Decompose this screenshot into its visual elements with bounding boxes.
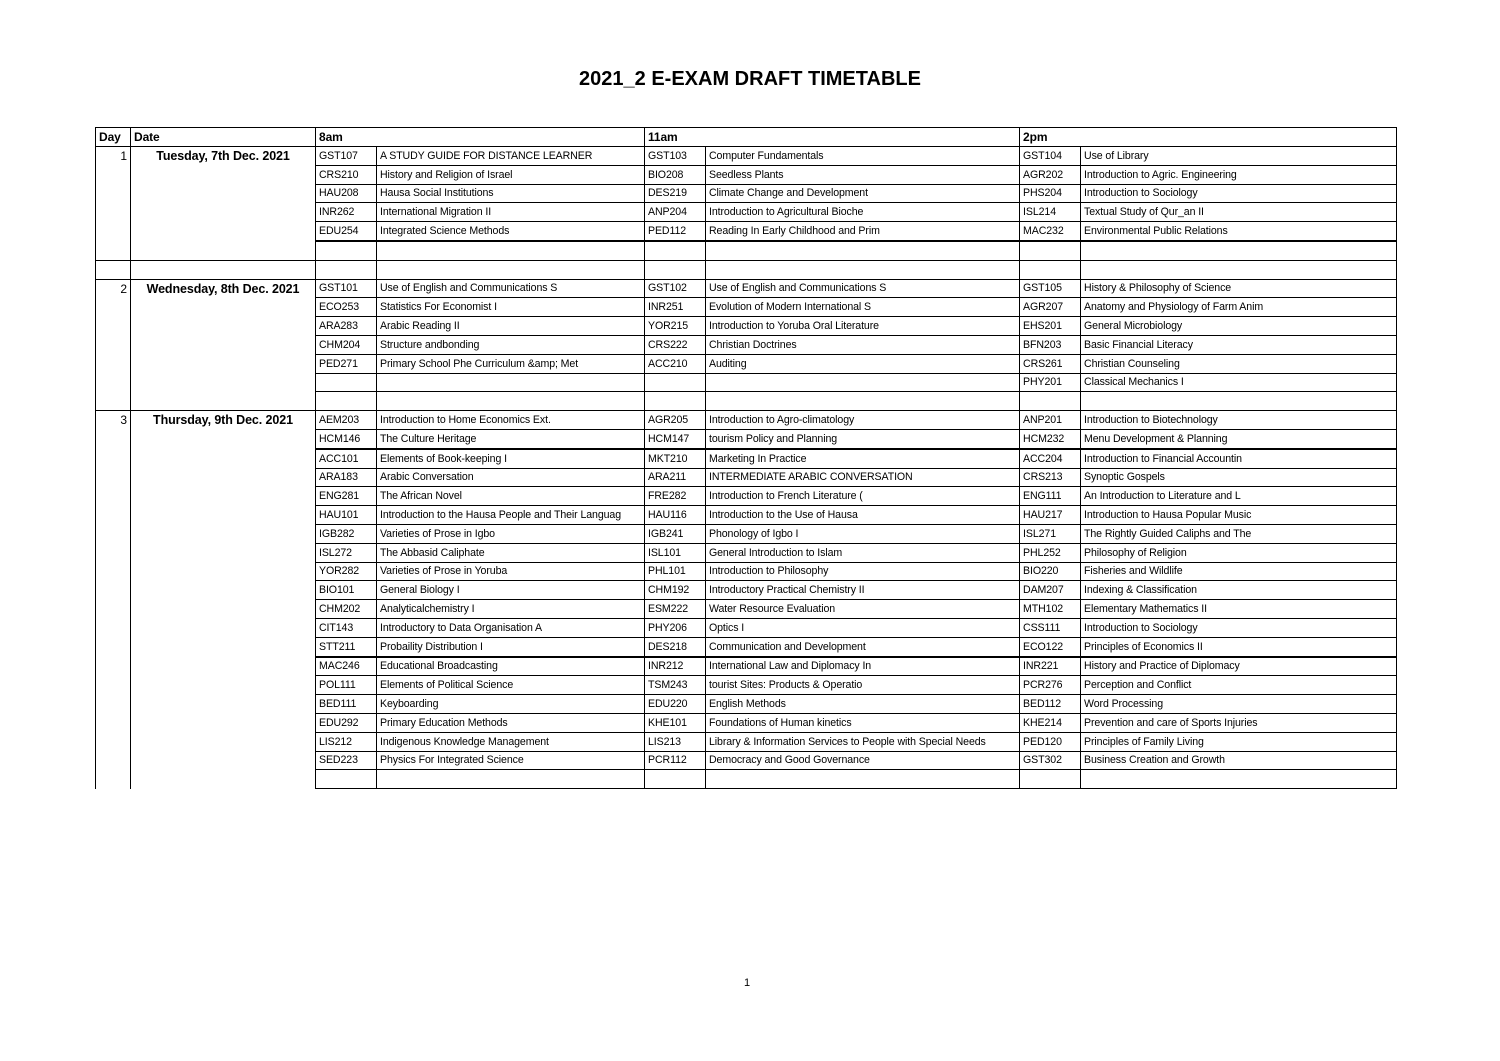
course-code-2pm: ISL214 [1020,203,1081,222]
course-code-2pm: INR221 [1020,657,1081,676]
course-title-8am: Structure andbonding [377,335,645,354]
day-number: 2 [96,279,131,411]
course-code-2pm: CSS111 [1020,618,1081,637]
course-code-2pm: BIO220 [1020,562,1081,581]
course-title-8am: Keyboarding [377,695,645,714]
course-code-11am: LIS213 [645,732,706,751]
course-code-8am: CIT143 [316,618,377,637]
course-title-8am: International Migration II [377,203,645,222]
course-code-2pm [1020,241,1081,260]
course-title-2pm: Menu Development & Planning [1081,429,1397,448]
course-code-11am: PHY206 [645,618,706,637]
course-code-2pm: PHY201 [1020,373,1081,392]
course-code-11am: CRS222 [645,335,706,354]
course-code-11am: ANP204 [645,203,706,222]
course-code-8am: BIO101 [316,581,377,600]
course-code-8am: MAC246 [316,657,377,676]
course-title-11am: English Methods [706,695,1020,714]
course-title-2pm: Perception and Conflict [1081,676,1397,695]
course-title-8am: Integrated Science Methods [377,222,645,241]
course-title-11am: Phonology of Igbo I [706,524,1020,543]
empty-cell [96,260,131,279]
course-code-2pm: PHL252 [1020,543,1081,562]
course-code-8am [316,373,377,392]
course-code-8am [316,392,377,411]
course-title-8am [377,770,645,789]
course-title-11am: Evolution of Modern International S [706,298,1020,317]
table-row [96,411,1397,430]
day-number: 3 [96,411,131,789]
course-code-8am: YOR282 [316,562,377,581]
course-code-11am: INR212 [645,657,706,676]
course-title-2pm: Business Creation and Growth [1081,751,1397,770]
course-code-8am: GST107 [316,147,377,166]
course-code-11am: INR251 [645,298,706,317]
course-title-2pm: Christian Counseling [1081,354,1397,373]
course-title-11am: Computer Fundamentals [706,147,1020,166]
course-code-8am: IGB282 [316,524,377,543]
course-title-11am: Introduction to the Use of Hausa [706,506,1020,525]
course-title-11am: Christian Doctrines [706,335,1020,354]
course-title-2pm: Principles of Economics II [1081,637,1397,656]
course-title-2pm: Fisheries and Wildlife [1081,562,1397,581]
course-code-11am: BIO208 [645,165,706,184]
course-title-8am: Hausa Social Institutions [377,184,645,203]
course-code-2pm: ACC204 [1020,449,1081,468]
course-title-11am: Introduction to Agricultural Bioche [706,203,1020,222]
course-title-2pm: History & Philosophy of Science [1081,279,1397,298]
course-code-2pm [1020,770,1081,789]
empty-cell [706,260,1020,279]
exam-timetable [95,127,1397,789]
course-title-2pm: Use of Library [1081,147,1397,166]
course-code-2pm: MTH102 [1020,600,1081,619]
course-title-8am: Introductory to Data Organisation A [377,618,645,637]
course-title-2pm: Anatomy and Physiology of Farm Anim [1081,298,1397,317]
course-title-11am [706,373,1020,392]
spacer-row [96,260,1397,279]
course-title-2pm: Elementary Mathematics II [1081,600,1397,619]
course-code-11am: ESM222 [645,600,706,619]
course-code-8am: INR262 [316,203,377,222]
course-title-2pm: Introduction to Hausa Popular Music [1081,506,1397,525]
header-day: Day [96,128,131,147]
course-code-8am: BED111 [316,695,377,714]
course-title-8am: Physics For Integrated Science [377,751,645,770]
course-code-2pm: ECO122 [1020,637,1081,656]
exam-date: Thursday, 9th Dec. 2021 [131,411,316,789]
course-code-11am: MKT210 [645,449,706,468]
course-title-8am [377,392,645,411]
course-code-2pm: GST302 [1020,751,1081,770]
course-code-2pm: PED120 [1020,732,1081,751]
course-title-8am: Primary Education Methods [377,713,645,732]
empty-cell [1020,260,1081,279]
course-code-11am: ARA211 [645,468,706,487]
course-title-2pm: Introduction to Financial Accountin [1081,449,1397,468]
course-title-11am: Introduction to French Literature ( [706,487,1020,506]
course-code-11am [645,770,706,789]
course-code-8am: ENG281 [316,487,377,506]
empty-cell [316,260,377,279]
course-code-8am: PED271 [316,354,377,373]
header-date: Date [131,128,316,147]
course-code-8am: CRS210 [316,165,377,184]
course-code-2pm: CRS213 [1020,468,1081,487]
course-code-2pm: CRS261 [1020,354,1081,373]
table-row [96,147,1397,166]
course-title-8am: Educational Broadcasting [377,657,645,676]
course-code-2pm: AGR207 [1020,298,1081,317]
course-code-11am: PED112 [645,222,706,241]
course-title-2pm: History and Practice of Diplomacy [1081,657,1397,676]
header-8am: 8am [316,128,645,147]
course-code-11am: GST103 [645,147,706,166]
course-code-2pm [1020,392,1081,411]
course-title-8am: History and Religion of Israel [377,165,645,184]
course-code-11am: CHM192 [645,581,706,600]
course-title-8am: Use of English and Communications S [377,279,645,298]
empty-cell [131,260,316,279]
course-title-8am [377,373,645,392]
course-title-8am: Statistics For Economist I [377,298,645,317]
course-title-2pm [1081,770,1397,789]
course-title-11am: tourist Sites: Products & Operatio [706,676,1020,695]
course-title-11am: tourism Policy and Planning [706,429,1020,448]
course-title-2pm: Synoptic Gospels [1081,468,1397,487]
course-code-8am: HAU101 [316,506,377,525]
course-title-8am [377,241,645,260]
course-code-11am: PCR112 [645,751,706,770]
course-code-8am: ECO253 [316,298,377,317]
course-title-8am: Varieties of Prose in Yoruba [377,562,645,581]
course-code-2pm: HAU217 [1020,506,1081,525]
course-title-2pm [1081,241,1397,260]
course-title-2pm: Introduction to Biotechnology [1081,411,1397,430]
course-title-2pm: Word Processing [1081,695,1397,714]
course-code-8am: LIS212 [316,732,377,751]
course-title-11am: Reading In Early Childhood and Prim [706,222,1020,241]
course-code-2pm: ANP201 [1020,411,1081,430]
course-code-11am: PHL101 [645,562,706,581]
course-title-11am: Climate Change and Development [706,184,1020,203]
course-title-11am: Seedless Plants [706,165,1020,184]
course-title-11am: Introduction to Philosophy [706,562,1020,581]
course-title-2pm: Introduction to Sociology [1081,184,1397,203]
course-title-11am: Communication and Development [706,637,1020,656]
course-title-2pm: Introduction to Agric. Engineering [1081,165,1397,184]
course-code-8am: ARA183 [316,468,377,487]
course-code-2pm: MAC232 [1020,222,1081,241]
course-title-11am: International Law and Diplomacy In [706,657,1020,676]
course-title-8am: General Biology I [377,581,645,600]
course-title-8am: Introduction to the Hausa People and Their Languag [377,506,645,525]
header-2pm: 2pm [1020,128,1397,147]
course-code-2pm: ENG111 [1020,487,1081,506]
course-title-2pm: Textual Study of Qur_an II [1081,203,1397,222]
course-title-2pm: Indexing & Classification [1081,581,1397,600]
course-title-11am: General Introduction to Islam [706,543,1020,562]
course-title-11am: Democracy and Good Governance [706,751,1020,770]
course-code-11am: AGR205 [645,411,706,430]
course-code-11am: HCM147 [645,429,706,448]
exam-date: Tuesday, 7th Dec. 2021 [131,147,316,261]
table-row [96,279,1397,298]
course-code-2pm: PHS204 [1020,184,1081,203]
course-title-8am: The African Novel [377,487,645,506]
course-title-11am: INTERMEDIATE ARABIC CONVERSATION [706,468,1020,487]
course-title-8am: Introduction to Home Economics Ext. [377,411,645,430]
course-code-2pm: ISL271 [1020,524,1081,543]
course-title-8am: Indigenous Knowledge Management [377,732,645,751]
course-code-8am: HCM146 [316,429,377,448]
course-title-11am: Introduction to Yoruba Oral Literature [706,317,1020,336]
empty-cell [645,260,706,279]
course-code-11am: TSM243 [645,676,706,695]
course-code-8am: CHM202 [316,600,377,619]
course-code-11am: KHE101 [645,713,706,732]
course-code-8am: POL111 [316,676,377,695]
course-title-8am: The Abbasid Caliphate [377,543,645,562]
course-code-2pm: HCM232 [1020,429,1081,448]
course-title-2pm: Introduction to Sociology [1081,618,1397,637]
course-title-11am [706,770,1020,789]
course-code-8am: AEM203 [316,411,377,430]
course-code-11am [645,241,706,260]
header-row [96,128,1397,147]
course-title-11am: Optics I [706,618,1020,637]
course-title-8am: Arabic Reading II [377,317,645,336]
course-code-2pm: PCR276 [1020,676,1081,695]
course-code-2pm: BFN203 [1020,335,1081,354]
course-code-11am: ISL101 [645,543,706,562]
page-number: 1 [744,977,751,989]
course-code-2pm: BED112 [1020,695,1081,714]
course-title-2pm: An Introduction to Literature and L [1081,487,1397,506]
course-code-8am: STT211 [316,637,377,656]
course-code-8am: EDU254 [316,222,377,241]
course-code-11am [645,392,706,411]
course-title-11am: Marketing In Practice [706,449,1020,468]
course-title-8am: Elements of Book-keeping I [377,449,645,468]
course-code-2pm: KHE214 [1020,713,1081,732]
course-code-11am: EDU220 [645,695,706,714]
empty-cell [377,260,645,279]
course-code-8am: ACC101 [316,449,377,468]
course-title-11am: Introduction to Agro-climatology [706,411,1020,430]
course-code-11am: HAU116 [645,506,706,525]
course-title-11am [706,392,1020,411]
course-code-2pm: AGR202 [1020,165,1081,184]
course-title-11am: Introductory Practical Chemistry II [706,581,1020,600]
course-title-8am: Varieties of Prose in Igbo [377,524,645,543]
course-code-11am: YOR215 [645,317,706,336]
course-title-2pm: Prevention and care of Sports Injuries [1081,713,1397,732]
course-title-2pm: General Microbiology [1081,317,1397,336]
course-code-8am: ARA283 [316,317,377,336]
course-title-11am: Use of English and Communications S [706,279,1020,298]
course-code-8am: SED223 [316,751,377,770]
day-number: 1 [96,147,131,261]
course-title-8am: Probaility Distribution I [377,637,645,656]
course-code-11am: FRE282 [645,487,706,506]
course-title-2pm: Principles of Family Living [1081,732,1397,751]
course-code-8am [316,770,377,789]
document-title: 2021_2 E-EXAM DRAFT TIMETABLE [579,68,921,90]
course-code-11am: ACC210 [645,354,706,373]
course-code-8am: ISL272 [316,543,377,562]
empty-cell [1081,260,1397,279]
course-title-8am: The Culture Heritage [377,429,645,448]
exam-date: Wednesday, 8th Dec. 2021 [131,279,316,411]
course-title-2pm: Classical Mechanics I [1081,373,1397,392]
course-title-8am: A STUDY GUIDE FOR DISTANCE LEARNER [377,147,645,166]
course-title-11am: Auditing [706,354,1020,373]
course-code-8am: GST101 [316,279,377,298]
course-code-2pm: EHS201 [1020,317,1081,336]
course-code-8am: CHM204 [316,335,377,354]
course-title-8am: Primary School Phe Curriculum &amp; Met [377,354,645,373]
course-title-11am: Library & Information Services to People with Special Needs [706,732,1020,751]
course-title-8am: Arabic Conversation [377,468,645,487]
header-11am: 11am [645,128,1020,147]
course-code-11am: GST102 [645,279,706,298]
course-code-11am: DES218 [645,637,706,656]
course-title-2pm: The Rightly Guided Caliphs and The [1081,524,1397,543]
course-title-11am: Water Resource Evaluation [706,600,1020,619]
course-code-2pm: DAM207 [1020,581,1081,600]
course-code-11am: IGB241 [645,524,706,543]
course-title-8am: Elements of Political Science [377,676,645,695]
course-code-11am: DES219 [645,184,706,203]
course-code-8am: HAU208 [316,184,377,203]
course-title-2pm: Environmental Public Relations [1081,222,1397,241]
course-title-11am [706,241,1020,260]
course-code-2pm: GST104 [1020,147,1081,166]
course-code-8am [316,241,377,260]
course-code-2pm: GST105 [1020,279,1081,298]
course-title-2pm [1081,392,1397,411]
course-title-11am: Foundations of Human kinetics [706,713,1020,732]
course-title-2pm: Basic Financial Literacy [1081,335,1397,354]
course-title-2pm: Philosophy of Religion [1081,543,1397,562]
course-title-8am: Analyticalchemistry I [377,600,645,619]
course-code-8am: EDU292 [316,713,377,732]
course-code-11am [645,373,706,392]
